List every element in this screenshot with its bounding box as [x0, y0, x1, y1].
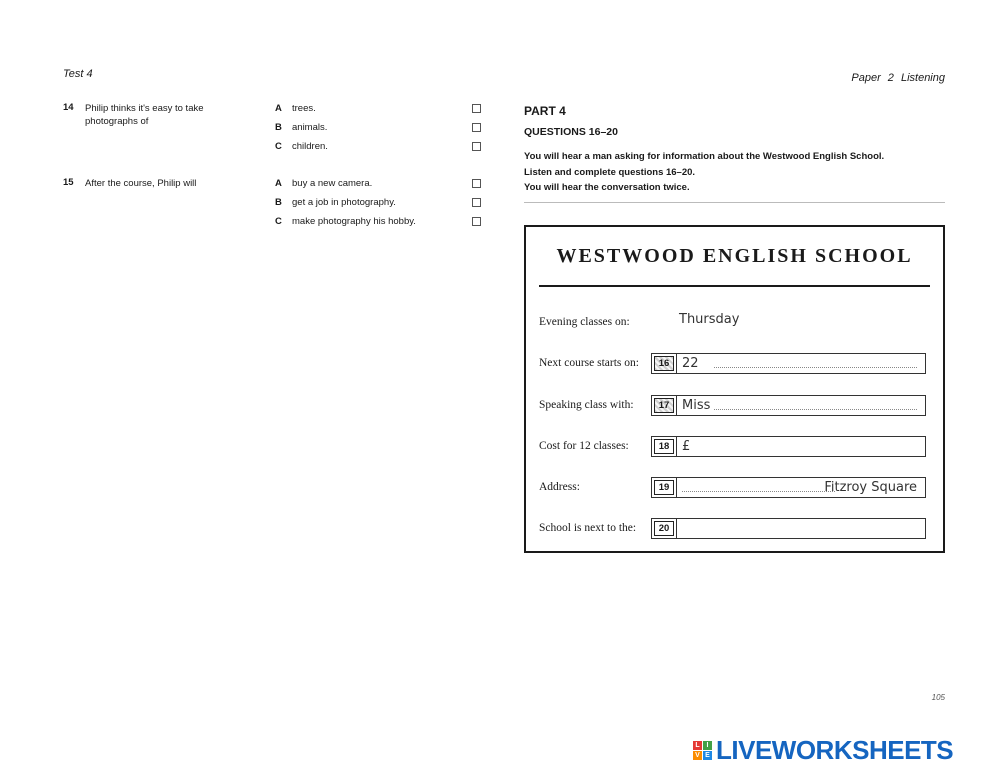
- checkbox[interactable]: [472, 179, 481, 188]
- checkbox[interactable]: [472, 104, 481, 113]
- logo-tile: E: [703, 751, 712, 760]
- answer-value: £: [682, 439, 691, 454]
- logo-wordmark: LIVEWORKSHEETS: [716, 735, 954, 765]
- answer-value: Miss: [682, 398, 711, 413]
- logo-tile: L: [693, 741, 702, 750]
- paper-label: Paper 2 Listening: [851, 72, 945, 84]
- question-number-badge: 20: [654, 521, 674, 536]
- logo-tile: V: [693, 751, 702, 760]
- question-number-badge: 16: [654, 356, 674, 371]
- checkbox[interactable]: [472, 142, 481, 151]
- dotted-line: [714, 367, 917, 368]
- option-text: trees.: [292, 103, 316, 114]
- form-label: Cost for 12 classes:: [539, 440, 629, 452]
- part-title: PART 4: [524, 104, 566, 118]
- question-15: [63, 177, 215, 190]
- divider: [676, 519, 677, 538]
- divider: [676, 354, 677, 373]
- option-15a[interactable]: [275, 178, 485, 189]
- divider: [524, 202, 945, 203]
- questions-range: QUESTIONS 16–20: [524, 126, 618, 138]
- liveworksheets-logo: [693, 735, 953, 766]
- answer-value: Fitzroy Square: [824, 480, 917, 495]
- instruction-line: You will hear the conversation twice.: [524, 182, 690, 193]
- option-letter: A: [275, 178, 282, 189]
- form-label: Speaking class with:: [539, 399, 634, 411]
- option-14b[interactable]: [275, 122, 485, 133]
- option-text: children.: [292, 141, 328, 152]
- question-number: 15: [63, 177, 74, 188]
- question-number-badge: 19: [654, 480, 674, 495]
- option-14a[interactable]: [275, 103, 485, 114]
- answer-field-18[interactable]: [651, 436, 926, 457]
- dotted-line: [682, 491, 835, 492]
- form-label: Address:: [539, 481, 580, 493]
- divider: [676, 437, 677, 456]
- option-14c[interactable]: [275, 141, 485, 152]
- question-number-badge: 18: [654, 439, 674, 454]
- divider: [676, 478, 677, 497]
- checkbox[interactable]: [472, 217, 481, 226]
- logo-tile: I: [703, 741, 712, 750]
- form-label: School is next to the:: [539, 522, 637, 534]
- divider: [676, 396, 677, 415]
- option-letter: C: [275, 141, 282, 152]
- question-number-badge: 17: [654, 398, 674, 413]
- form-title: WESTWOOD ENGLISH SCHOOL: [556, 245, 913, 267]
- option-text: animals.: [292, 122, 328, 133]
- instruction-line: You will hear a man asking for information about the Westwood English School.: [524, 151, 885, 162]
- answer-field-19[interactable]: [651, 477, 926, 498]
- option-text: get a job in photography.: [292, 197, 396, 208]
- checkbox[interactable]: [472, 198, 481, 207]
- page-number: 105: [931, 693, 945, 702]
- option-text: make photography his hobby.: [292, 216, 416, 227]
- option-letter: A: [275, 103, 282, 114]
- dotted-line: [714, 409, 917, 410]
- checkbox[interactable]: [472, 123, 481, 132]
- question-stem: Philip thinks it's easy to take photographs of: [85, 103, 204, 127]
- option-text: buy a new camera.: [292, 178, 373, 189]
- option-letter: C: [275, 216, 282, 227]
- answer-field-16[interactable]: [651, 353, 926, 374]
- instruction-line: Listen and complete questions 16–20.: [524, 167, 696, 178]
- question-14: [63, 102, 215, 128]
- question-number: 14: [63, 102, 74, 113]
- option-15b[interactable]: [275, 197, 485, 208]
- option-15c[interactable]: [275, 216, 485, 227]
- logo-tiles: [693, 741, 712, 760]
- form-label: Next course starts on:: [539, 357, 639, 369]
- answer-field-17[interactable]: [651, 395, 926, 416]
- school-form: [524, 225, 945, 553]
- option-letter: B: [275, 122, 282, 133]
- option-letter: B: [275, 197, 282, 208]
- question-stem: After the course, Philip will: [85, 178, 197, 189]
- answer-field-20[interactable]: [651, 518, 926, 539]
- form-label: Evening classes on:: [539, 316, 630, 328]
- form-divider: [539, 285, 930, 287]
- test-label: Test 4: [63, 68, 93, 80]
- given-answer: Thursday: [679, 312, 740, 327]
- answer-value: 22: [682, 356, 699, 371]
